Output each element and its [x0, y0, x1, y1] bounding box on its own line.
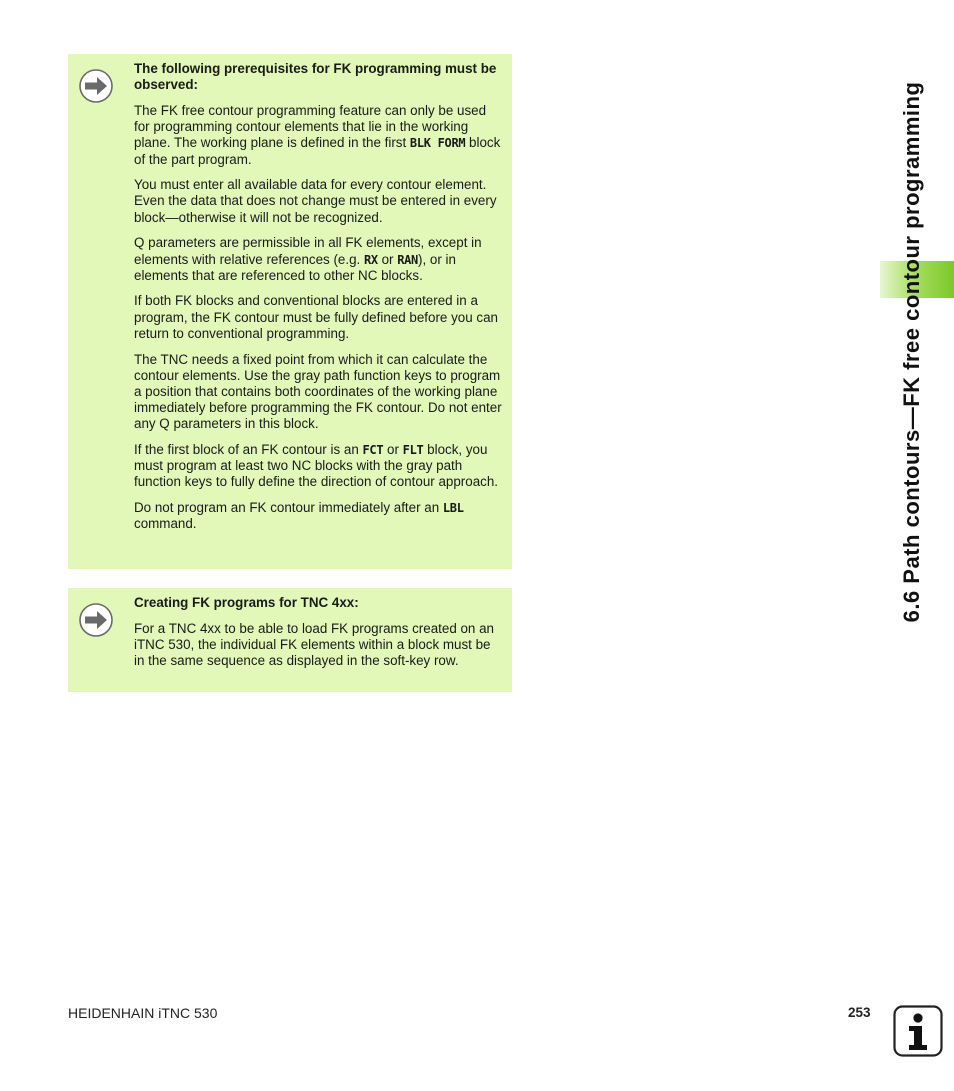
chapter-side-title: 6.6 Path contours—FK free contour programming — [899, 81, 924, 623]
paragraph-tnc4xx: For a TNC 4xx to be able to load FK programs created on an iTNC 530, the individual FK elements within a block must be in the same sequence as displayed in the soft-key row. — [134, 620, 494, 669]
prerequisites-note-body — [134, 61, 502, 542]
paragraph-fct-flt — [134, 442, 502, 491]
text: or — [383, 442, 403, 458]
text: block, you must program at least two NC blocks with the gray path function keys to fully define the direction of contour approach. — [134, 442, 498, 490]
info-icon — [893, 1005, 943, 1057]
footer-product-name: HEIDENHAIN iTNC 530 — [68, 1005, 218, 1021]
text: The FK free contour programming feature can only be used for programming contour elements that lie in the working plane. The working plane is defined in the first — [134, 102, 487, 151]
code-flt: FLT — [402, 443, 424, 458]
code-lbl: LBL — [442, 501, 464, 516]
prerequisites-note — [68, 54, 512, 569]
text: Q parameters are permissible in all FK elements, except in elements with relative references (e.g. — [134, 235, 482, 267]
text: block of the part program. — [134, 135, 501, 167]
code-ran: RAN — [397, 252, 418, 267]
paragraph-working-plane — [134, 103, 502, 168]
arrow-right-circle-icon — [79, 69, 113, 103]
code-blk-form: BLK FORM — [409, 136, 466, 151]
text: ), or in elements that are referenced to other NC blocks. — [134, 251, 456, 283]
code-rx: RX — [363, 252, 378, 267]
code-fct: FCT — [362, 443, 384, 458]
paragraph-q-parameters — [134, 235, 502, 284]
text: or — [377, 251, 398, 267]
paragraph-conventional-blocks: If both FK blocks and conventional blocks are entered in a program, the FK contour must be fully defined before you can return to conventional programming. — [134, 293, 498, 341]
tnc4xx-heading: Creating FK programs for TNC 4xx: — [134, 595, 359, 610]
page-number: 253 — [848, 1005, 871, 1020]
text: command. — [134, 516, 197, 532]
tnc4xx-note-body — [134, 595, 502, 679]
paragraph-enter-data: You must enter all available data for every contour element. Even the data that does not change must be entered in every block—otherwise it will not be recognized. — [134, 177, 497, 225]
paragraph-fixed-point: The TNC needs a fixed point from which it can calculate the contour elements. Use the gray path function keys to program a position that contains both coordinates of the working plane immediately before programming the FK contour. Do not enter any Q parameters in this block. — [134, 351, 502, 432]
text: Do not program an FK contour immediately after an — [134, 500, 443, 516]
prerequisites-heading: The following prerequisites for FK programming must be observed: — [134, 61, 497, 93]
arrow-right-circle-icon — [79, 603, 113, 637]
paragraph-lbl — [134, 500, 502, 532]
tnc4xx-note — [68, 588, 512, 692]
text: If the first block of an FK contour is an — [134, 442, 363, 458]
